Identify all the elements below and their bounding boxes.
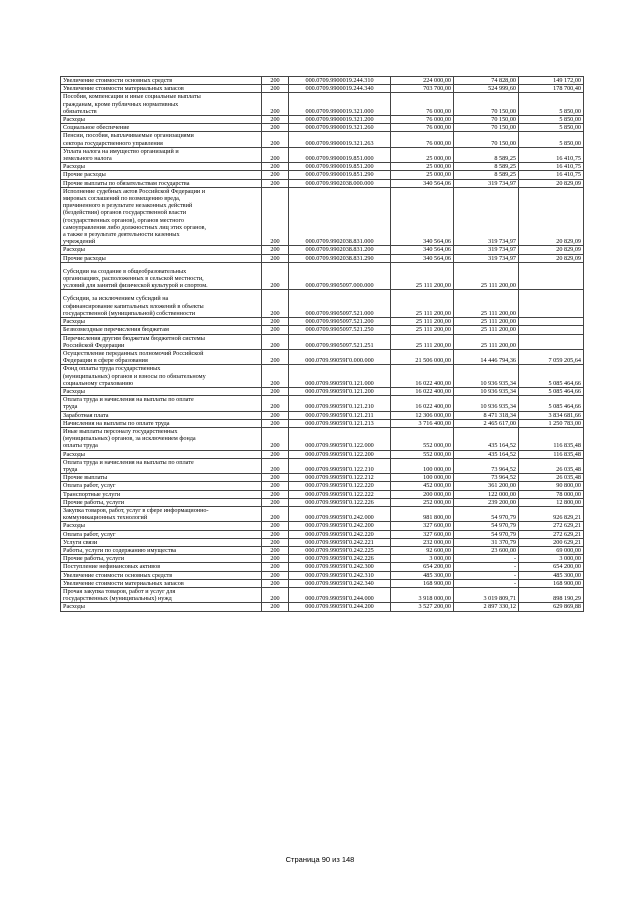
table-row	[61, 290, 584, 318]
row-executed: 54 970,79	[454, 530, 519, 538]
row-executed: 319 734,97	[454, 179, 519, 187]
table-row	[61, 579, 584, 587]
row-name: Расходы	[61, 603, 262, 611]
row-kbk: 000.0709.9900019.851.000	[289, 147, 391, 162]
row-unexecuted: 20 829,09	[519, 179, 584, 187]
row-code: 200	[262, 396, 289, 411]
table-row	[61, 411, 584, 419]
row-name: Расходы	[61, 387, 262, 395]
table-row	[61, 546, 584, 554]
row-name: Начисления на выплаты по оплате труда	[61, 419, 262, 427]
row-code: 200	[262, 318, 289, 326]
row-approved: 76 000,00	[391, 93, 454, 116]
row-unexecuted: 654 200,00	[519, 563, 584, 571]
row-code: 200	[262, 290, 289, 318]
row-unexecuted: 90 800,00	[519, 482, 584, 490]
row-unexecuted: 1 250 783,00	[519, 419, 584, 427]
row-approved: 25 111 200,00	[391, 290, 454, 318]
row-code: 200	[262, 474, 289, 482]
row-unexecuted: 116 835,48	[519, 450, 584, 458]
row-code: 200	[262, 93, 289, 116]
row-executed: -	[454, 571, 519, 579]
row-kbk: 000.0709.99059Г0.122.222	[289, 490, 391, 498]
row-name: Безвозмездные перечисления бюджетам	[61, 326, 262, 334]
row-name: Пенсии, пособия, выплачиваемые организациями сектора государственного управления	[61, 132, 262, 147]
row-kbk: 000.0709.99059Г0.000.000	[289, 349, 391, 364]
table-row	[61, 387, 584, 395]
row-kbk: 000.0709.99059Г0.242.220	[289, 530, 391, 538]
row-unexecuted: 5 085 464,66	[519, 365, 584, 388]
row-approved: 224 000,00	[391, 77, 454, 85]
table-row	[61, 555, 584, 563]
row-executed: 25 111 200,00	[454, 318, 519, 326]
row-approved: 25 111 200,00	[391, 326, 454, 334]
row-name: Расходы	[61, 522, 262, 530]
row-name: Субсидии на создание в общеобразовательных организациях, расположенных в сельской местности, условий для занятий физической культурой и спортом.	[61, 262, 262, 290]
row-executed: 8 589,25	[454, 163, 519, 171]
table-row	[61, 522, 584, 530]
row-name: Увеличение стоимости основных средств	[61, 77, 262, 85]
row-approved: 92 600,00	[391, 546, 454, 554]
row-executed: 8 589,25	[454, 171, 519, 179]
row-approved: 3 716 400,00	[391, 419, 454, 427]
row-unexecuted: 5 850,00	[519, 132, 584, 147]
row-executed: 2 897 330,12	[454, 603, 519, 611]
row-unexecuted: 5 850,00	[519, 124, 584, 132]
row-kbk: 000.0709.9905097.000.000	[289, 262, 391, 290]
row-kbk: 000.0709.99059Г0.122.200	[289, 450, 391, 458]
row-approved: 340 564,06	[391, 179, 454, 187]
row-code: 200	[262, 588, 289, 603]
row-unexecuted: 12 800,00	[519, 498, 584, 506]
row-approved: 12 306 000,00	[391, 411, 454, 419]
row-code: 200	[262, 262, 289, 290]
row-code: 200	[262, 85, 289, 93]
row-unexecuted: 116 835,48	[519, 427, 584, 450]
row-unexecuted: 168 900,00	[519, 579, 584, 587]
row-name: Прочие работы, услуги	[61, 498, 262, 506]
row-executed: 435 164,52	[454, 427, 519, 450]
row-kbk: 000.0709.9900019.321.000	[289, 93, 391, 116]
page-number: Страница 90 из 148	[285, 855, 355, 864]
row-executed: 319 734,97	[454, 254, 519, 262]
table-row	[61, 147, 584, 162]
table-row	[61, 365, 584, 388]
table-row	[61, 318, 584, 326]
row-kbk: 000.0709.99059Г0.242.221	[289, 538, 391, 546]
row-approved: 200 000,00	[391, 490, 454, 498]
table-row	[61, 246, 584, 254]
row-approved: 654 200,00	[391, 563, 454, 571]
table-row	[61, 396, 584, 411]
row-kbk: 000.0709.99059Г0.242.300	[289, 563, 391, 571]
row-approved: 485 300,00	[391, 571, 454, 579]
row-name: Заработная плата	[61, 411, 262, 419]
row-executed: 10 936 935,34	[454, 387, 519, 395]
table-row	[61, 450, 584, 458]
table-row	[61, 482, 584, 490]
row-kbk: 000.0709.99059Г0.242.225	[289, 546, 391, 554]
row-kbk: 000.0709.9902038.000.000	[289, 179, 391, 187]
row-kbk: 000.0709.9900019.244.340	[289, 85, 391, 93]
row-name: Перечисления другим бюджетам бюджетной системы Российской Федерации	[61, 334, 262, 349]
row-name: Увеличение стоимости материальных запасов	[61, 579, 262, 587]
row-name: Увеличение стоимости основных средств	[61, 571, 262, 579]
row-code: 200	[262, 571, 289, 579]
row-name: Прочие выплаты	[61, 474, 262, 482]
row-code: 200	[262, 458, 289, 473]
table-row	[61, 93, 584, 116]
row-approved: 327 600,00	[391, 530, 454, 538]
row-approved: 16 022 400,00	[391, 365, 454, 388]
table-row	[61, 603, 584, 611]
row-code: 200	[262, 579, 289, 587]
row-code: 200	[262, 147, 289, 162]
row-unexecuted: 272 629,21	[519, 522, 584, 530]
row-kbk: 000.0709.99059Г0.122.212	[289, 474, 391, 482]
row-approved: 168 900,00	[391, 579, 454, 587]
row-approved: 25 111 200,00	[391, 318, 454, 326]
row-kbk: 000.0709.99059Г0.242.200	[289, 522, 391, 530]
row-unexecuted: 16 410,75	[519, 171, 584, 179]
table-row	[61, 458, 584, 473]
row-executed: -	[454, 555, 519, 563]
row-executed: 14 446 794,36	[454, 349, 519, 364]
row-unexecuted	[519, 318, 584, 326]
row-unexecuted: 5 085 464,66	[519, 387, 584, 395]
row-approved: 100 000,00	[391, 458, 454, 473]
row-approved: 25 000,00	[391, 163, 454, 171]
row-executed: 319 734,97	[454, 246, 519, 254]
row-kbk: 000.0709.99059Г0.121.000	[289, 365, 391, 388]
row-executed: 8 471 318,34	[454, 411, 519, 419]
row-executed: 70 150,00	[454, 132, 519, 147]
row-name: Субсидии, за исключением субсидий на софинансирование капитальных вложений в объекты государственной (муниципальной) собственности	[61, 290, 262, 318]
row-code: 200	[262, 187, 289, 246]
row-code: 200	[262, 603, 289, 611]
row-approved: 16 022 400,00	[391, 387, 454, 395]
row-approved: 21 506 000,00	[391, 349, 454, 364]
row-name: Расходы	[61, 318, 262, 326]
row-name: Уплата налога на имущество организаций и земельного налога	[61, 147, 262, 162]
row-code: 200	[262, 132, 289, 147]
row-kbk: 000.0709.9902038.831.200	[289, 246, 391, 254]
row-unexecuted: 200 629,21	[519, 538, 584, 546]
row-approved: 25 111 200,00	[391, 262, 454, 290]
row-code: 200	[262, 427, 289, 450]
row-kbk: 000.0709.9900019.851.200	[289, 163, 391, 171]
row-approved: 340 564,06	[391, 254, 454, 262]
row-code: 200	[262, 171, 289, 179]
table-row	[61, 588, 584, 603]
row-approved: 3 527 200,00	[391, 603, 454, 611]
row-code: 200	[262, 246, 289, 254]
row-unexecuted	[519, 334, 584, 349]
row-executed: 54 970,79	[454, 522, 519, 530]
table-row	[61, 498, 584, 506]
row-unexecuted: 7 059 205,64	[519, 349, 584, 364]
row-name: Оплата работ, услуг	[61, 482, 262, 490]
row-unexecuted	[519, 290, 584, 318]
row-code: 200	[262, 349, 289, 364]
table-row	[61, 474, 584, 482]
row-code: 200	[262, 326, 289, 334]
row-code: 200	[262, 555, 289, 563]
row-kbk: 000.0709.9905097.521.251	[289, 334, 391, 349]
row-executed: 25 111 200,00	[454, 290, 519, 318]
row-executed: -	[454, 563, 519, 571]
row-name: Расходы	[61, 163, 262, 171]
row-kbk: 000.0709.99059Г0.242.340	[289, 579, 391, 587]
row-kbk: 000.0709.9902038.831.000	[289, 187, 391, 246]
row-kbk: 000.0709.9900019.321.200	[289, 116, 391, 124]
row-kbk: 000.0709.99059Г0.122.220	[289, 482, 391, 490]
row-code: 200	[262, 387, 289, 395]
row-unexecuted: 926 829,21	[519, 506, 584, 521]
row-unexecuted: 485 300,00	[519, 571, 584, 579]
row-code: 200	[262, 419, 289, 427]
table-row	[61, 262, 584, 290]
row-name: Оплата труда и начисления на выплаты по оплате труда	[61, 396, 262, 411]
row-approved: 340 564,06	[391, 246, 454, 254]
row-unexecuted: 178 700,40	[519, 85, 584, 93]
row-executed: 361 200,00	[454, 482, 519, 490]
row-code: 200	[262, 116, 289, 124]
row-executed: 524 999,60	[454, 85, 519, 93]
row-unexecuted: 16 410,75	[519, 163, 584, 171]
row-name: Поступление нефинансовых активов	[61, 563, 262, 571]
row-approved: 981 800,00	[391, 506, 454, 521]
row-code: 200	[262, 563, 289, 571]
row-code: 200	[262, 482, 289, 490]
table-row	[61, 116, 584, 124]
row-name: Прочая закупка товаров, работ и услуг для государственных (муниципальных) нужд	[61, 588, 262, 603]
row-code: 200	[262, 334, 289, 349]
row-kbk: 000.0709.99059Г0.121.213	[289, 419, 391, 427]
table-row	[61, 530, 584, 538]
row-approved: 703 700,00	[391, 85, 454, 93]
row-executed: 25 111 200,00	[454, 326, 519, 334]
row-unexecuted: 3 834 681,66	[519, 411, 584, 419]
row-executed: 70 150,00	[454, 124, 519, 132]
table-row	[61, 563, 584, 571]
table-row	[61, 179, 584, 187]
row-kbk: 000.0709.99059Г0.244.000	[289, 588, 391, 603]
table-row	[61, 349, 584, 364]
row-unexecuted: 26 035,48	[519, 458, 584, 473]
table-row	[61, 326, 584, 334]
row-executed: 122 000,00	[454, 490, 519, 498]
row-approved: 76 000,00	[391, 132, 454, 147]
row-name: Транспортные услуги	[61, 490, 262, 498]
row-code: 200	[262, 506, 289, 521]
row-unexecuted: 149 172,00	[519, 77, 584, 85]
row-kbk: 000.0709.9900019.321.260	[289, 124, 391, 132]
row-executed: 10 936 935,34	[454, 396, 519, 411]
row-code: 200	[262, 450, 289, 458]
row-executed: 25 111 200,00	[454, 334, 519, 349]
row-name: Социальное обеспечение	[61, 124, 262, 132]
row-name: Оплата работ, услуг	[61, 530, 262, 538]
row-code: 200	[262, 77, 289, 85]
table-row	[61, 254, 584, 262]
row-code: 200	[262, 498, 289, 506]
row-code: 200	[262, 254, 289, 262]
row-code: 200	[262, 490, 289, 498]
row-kbk: 000.0709.9900019.244.310	[289, 77, 391, 85]
row-approved: 327 600,00	[391, 522, 454, 530]
row-kbk: 000.0709.99059Г0.121.211	[289, 411, 391, 419]
row-executed: 319 734,97	[454, 187, 519, 246]
table-row	[61, 163, 584, 171]
budget-table	[60, 76, 584, 612]
row-approved: 340 564,06	[391, 187, 454, 246]
row-executed: 74 828,00	[454, 77, 519, 85]
row-executed: -	[454, 579, 519, 587]
row-name: Прочие выплаты по обязательствам государства	[61, 179, 262, 187]
row-approved: 16 022 400,00	[391, 396, 454, 411]
row-executed: 239 200,00	[454, 498, 519, 506]
row-executed: 10 936 935,34	[454, 365, 519, 388]
table-row	[61, 77, 584, 85]
row-kbk: 000.0709.9902038.831.290	[289, 254, 391, 262]
row-executed: 73 964,52	[454, 458, 519, 473]
table-row	[61, 571, 584, 579]
row-unexecuted: 20 829,09	[519, 254, 584, 262]
row-executed: 3 019 809,71	[454, 588, 519, 603]
row-unexecuted: 272 629,21	[519, 530, 584, 538]
row-name: Прочие работы, услуги	[61, 555, 262, 563]
table-row	[61, 538, 584, 546]
row-code: 200	[262, 179, 289, 187]
row-unexecuted: 26 035,48	[519, 474, 584, 482]
row-approved: 3 918 000,00	[391, 588, 454, 603]
row-approved: 552 000,00	[391, 427, 454, 450]
row-unexecuted	[519, 326, 584, 334]
row-code: 200	[262, 530, 289, 538]
row-name: Расходы	[61, 246, 262, 254]
row-executed: 2 465 617,00	[454, 419, 519, 427]
row-code: 200	[262, 546, 289, 554]
row-code: 200	[262, 365, 289, 388]
row-unexecuted: 3 000,00	[519, 555, 584, 563]
row-name: Работы, услуги по содержанию имущества	[61, 546, 262, 554]
row-kbk: 000.0709.99059Г0.122.000	[289, 427, 391, 450]
row-approved: 25 000,00	[391, 171, 454, 179]
row-name: Расходы	[61, 450, 262, 458]
row-code: 200	[262, 411, 289, 419]
row-code: 200	[262, 522, 289, 530]
row-kbk: 000.0709.9905097.521.200	[289, 318, 391, 326]
table-row	[61, 124, 584, 132]
row-kbk: 000.0709.9905097.521.250	[289, 326, 391, 334]
table-row	[61, 490, 584, 498]
row-approved: 25 111 200,00	[391, 334, 454, 349]
table-row	[61, 85, 584, 93]
row-name: Оплата труда и начисления на выплаты по оплате труда	[61, 458, 262, 473]
row-executed: 54 970,79	[454, 506, 519, 521]
row-approved: 3 000,00	[391, 555, 454, 563]
row-unexecuted: 5 850,00	[519, 116, 584, 124]
row-code: 200	[262, 538, 289, 546]
table-row	[61, 171, 584, 179]
row-unexecuted	[519, 262, 584, 290]
row-approved: 552 000,00	[391, 450, 454, 458]
row-unexecuted: 20 829,09	[519, 187, 584, 246]
row-unexecuted: 629 869,88	[519, 603, 584, 611]
table-row	[61, 132, 584, 147]
row-executed: 70 150,00	[454, 93, 519, 116]
table-row	[61, 334, 584, 349]
row-unexecuted: 16 410,75	[519, 147, 584, 162]
row-kbk: 000.0709.99059Г0.242.000	[289, 506, 391, 521]
row-approved: 100 000,00	[391, 474, 454, 482]
row-executed: 25 111 200,00	[454, 262, 519, 290]
row-kbk: 000.0709.9905097.521.000	[289, 290, 391, 318]
row-name: Увеличение стоимости материальных запасов	[61, 85, 262, 93]
row-kbk: 000.0709.99059Г0.242.310	[289, 571, 391, 579]
row-unexecuted: 20 829,09	[519, 246, 584, 254]
row-executed: 23 600,00	[454, 546, 519, 554]
row-kbk: 000.0709.99059Г0.242.226	[289, 555, 391, 563]
row-executed: 8 589,25	[454, 147, 519, 162]
table-row	[61, 187, 584, 246]
row-kbk: 000.0709.99059Г0.244.200	[289, 603, 391, 611]
row-name: Услуги связи	[61, 538, 262, 546]
row-name: Прочие расходы	[61, 254, 262, 262]
row-kbk: 000.0709.99059Г0.122.210	[289, 458, 391, 473]
row-approved: 452 000,00	[391, 482, 454, 490]
row-kbk: 000.0709.99059Г0.121.200	[289, 387, 391, 395]
row-unexecuted: 69 000,00	[519, 546, 584, 554]
row-executed: 70 150,00	[454, 116, 519, 124]
row-name: Прочие расходы	[61, 171, 262, 179]
row-name: Пособия, компенсации и иные социальные выплаты гражданам, кроме публичных нормативных обязательств	[61, 93, 262, 116]
row-executed: 73 964,52	[454, 474, 519, 482]
row-executed: 435 164,52	[454, 450, 519, 458]
row-kbk: 000.0709.99059Г0.122.226	[289, 498, 391, 506]
row-name: Исполнение судебных актов Российской Федерации и мировых соглашений по возмещению вреда, причиненного в результате незаконных действий (бездействия) органов государственной власти (государственных органов), органов местного самоуправления либо должностных лиц этих органов, а также в результате деятельности казенных учреждений	[61, 187, 262, 246]
row-approved: 76 000,00	[391, 124, 454, 132]
row-approved: 232 000,00	[391, 538, 454, 546]
row-approved: 25 000,00	[391, 147, 454, 162]
row-unexecuted: 5 850,00	[519, 93, 584, 116]
table-row	[61, 419, 584, 427]
row-kbk: 000.0709.9900019.851.290	[289, 171, 391, 179]
row-kbk: 000.0709.9900019.321.263	[289, 132, 391, 147]
row-approved: 76 000,00	[391, 116, 454, 124]
row-kbk: 000.0709.99059Г0.121.210	[289, 396, 391, 411]
row-code: 200	[262, 163, 289, 171]
row-name: Иные выплаты персоналу государственных (муниципальных) органов, за исключением фонда оплаты труда	[61, 427, 262, 450]
table-row	[61, 506, 584, 521]
row-code: 200	[262, 124, 289, 132]
row-name: Расходы	[61, 116, 262, 124]
row-name: Осуществление переданных полномочий Российской Федерации в сфере образования	[61, 349, 262, 364]
row-approved: 252 000,00	[391, 498, 454, 506]
row-name: Закупка товаров, работ, услуг в сфере информационно- коммуникационных технологий	[61, 506, 262, 521]
table-row	[61, 427, 584, 450]
row-executed: 31 370,79	[454, 538, 519, 546]
row-unexecuted: 5 085 464,66	[519, 396, 584, 411]
row-unexecuted: 78 000,00	[519, 490, 584, 498]
row-unexecuted: 898 190,29	[519, 588, 584, 603]
row-name: Фонд оплаты труда государственных (муниципальных) органов и взносы по обязательному социальному страхованию	[61, 365, 262, 388]
